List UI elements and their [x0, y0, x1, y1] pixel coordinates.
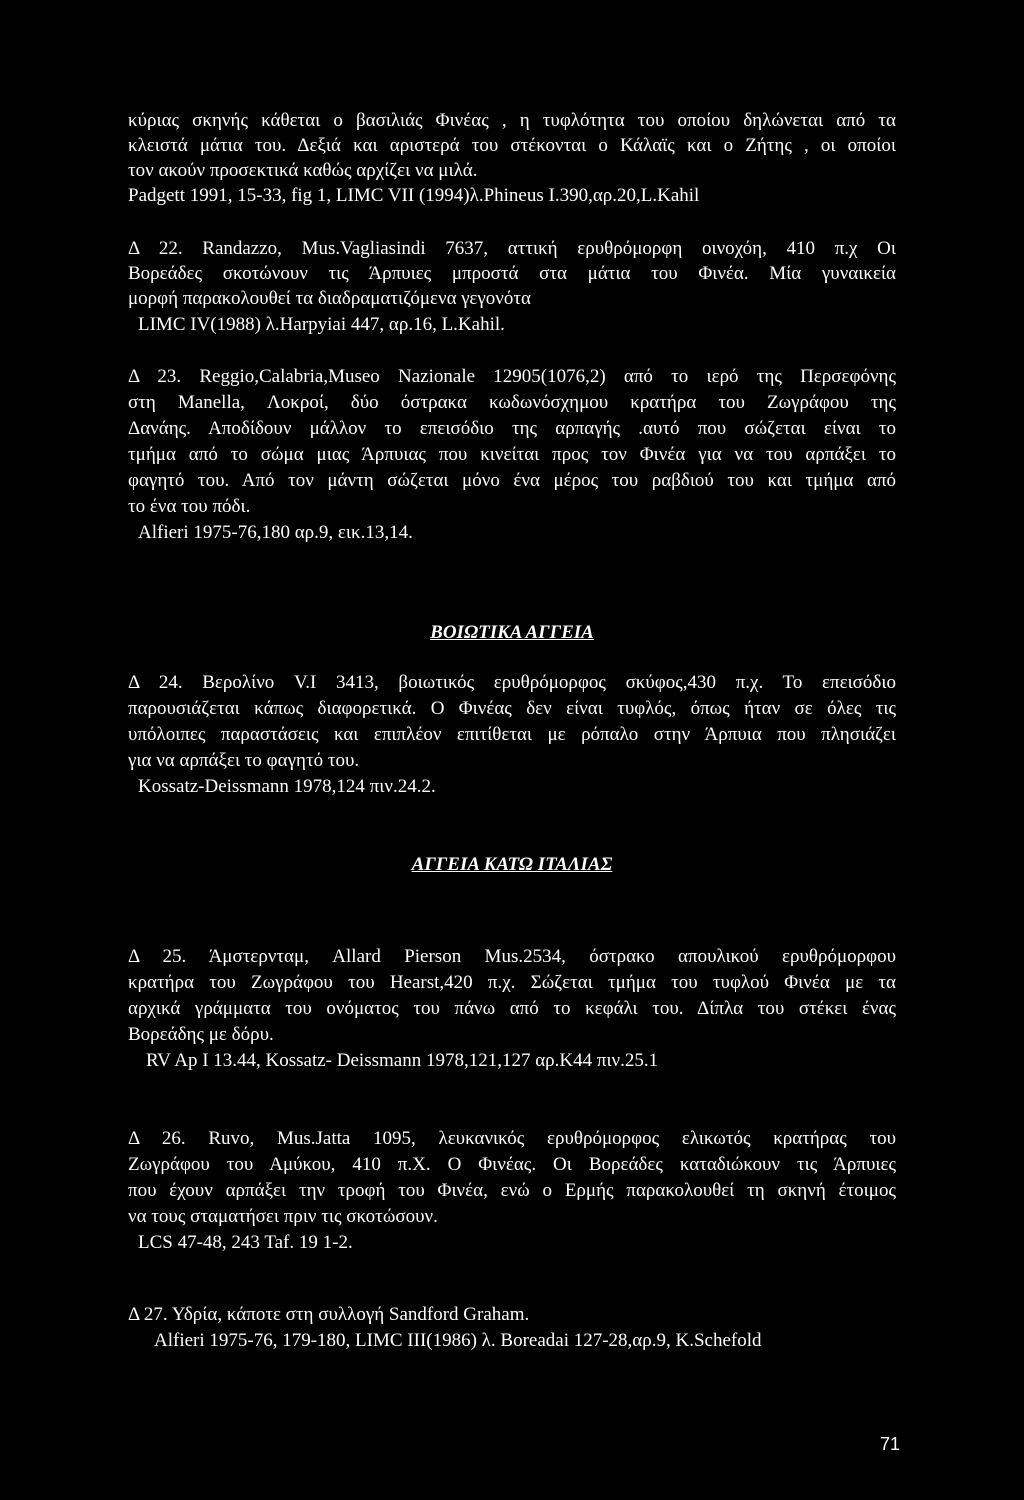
text-line: κλειστά μάτια του. Δεξιά και αριστερά του στέκονται ο Κάλαϊς και ο Ζήτης , οι οποίοι [128, 135, 896, 156]
entry-22-line: μορφή παρακολουθεί τα διαδραματιζόμενα γεγονότα [128, 288, 531, 309]
section-heading-south-italy: ΑΓΓΕΙΑ ΚΑΤΩ ΙΤΑΛΙΑΣ [411, 854, 613, 875]
page-number: 71 [879, 1434, 900, 1454]
entry-23-line: φαγητό του. Από τον μάντη σώζεται μόνο ένα μέρος του ραβδιού του και τμήμα από [128, 470, 896, 491]
reference-line: Padgett 1991, 15-33, fig 1, LIMC VII (1994)λ.Phineus I.390,αρ.20,L.Kahil [128, 185, 700, 206]
entry-23-line: στη Manella, Λοκροί, δύο όστρακα κωδωνόσχημου κρατήρα του Ζωγράφου της [128, 392, 896, 413]
entry-24-line: για να αρπάξει το φαγητό του. [128, 750, 360, 771]
entry-24-line: υπόλοιπες παραστάσεις και επιπλέον επιτίθεται με ρόπαλο στην Άρπυια που πλησιάζει [128, 724, 896, 745]
entry-26-line: Δ 26. Ruvo, Mus.Jatta 1095, λευκανικός ερυθρόμορφος ελικωτός κρατήρας του [128, 1128, 896, 1149]
entry-24-reference: Kossatz-Deissmann 1978,124 πιν.24.2. [138, 776, 436, 797]
text-line: τον ακούν προσεκτικά καθώς αρχίζει να μιλά. [128, 160, 478, 181]
entry-26-line: που έχουν αρπάξει την τροφή του Φινέα, ενώ ο Ερμής παρακολουθεί τη σκηνή έτοιμος [128, 1180, 896, 1201]
entry-27-reference: Alfieri 1975-76, 179-180, LIMC III(1986) λ. Boreadai 127-28,αρ.9, K.Schefold [154, 1330, 762, 1351]
entry-23-line: τμήμα από το σώμα μιας Άρπυιας που κινείται προς τον Φινέα για να του αρπάξει το [128, 444, 896, 465]
entry-25-line: Βορεάδης με δόρυ. [128, 1024, 274, 1045]
section-heading-boeotian: ΒΟΙΩΤΙΚΑ ΑΓΓΕΙΑ [430, 622, 594, 643]
entry-27-line: Δ 27. Υδρία, κάποτε στη συλλογή Sandford Graham. [128, 1304, 530, 1325]
text-line: κύριας σκηνής κάθεται ο βασιλιάς Φινέας , η τυφλότητα του οποίου δηλώνεται από τα [128, 110, 896, 131]
entry-23-line: Δανάης. Αποδίδουν μάλλον το επεισόδιο της αρπαγής .αυτό που σώζεται είναι το [128, 418, 896, 439]
entry-26-line: Ζωγράφου του Αμύκου, 410 π.Χ. Ο Φινέας. Οι Βορεάδες καταδιώκουν τις Άρπυιες [128, 1154, 896, 1175]
entry-22-line: Δ 22. Randazzo, Mus.Vagliasindi 7637, αττική ερυθρόμορφη οινοχόη, 410 π.χ Οι [128, 238, 896, 259]
entry-22-reference: LIMC IV(1988) λ.Harpyiai 447, αρ.16, L.Kahil. [138, 314, 505, 335]
entry-23-line: Δ 23. Reggio,Calabria,Museo Nazionale 12905(1076,2) από το ιερό της Περσεφόνης [128, 366, 896, 387]
entry-22-line: Βορεάδες σκοτώνουν τις Άρπυιες μπροστά στα μάτια του Φινέα. Μία γυναικεία [128, 263, 896, 284]
entry-23-reference: Alfieri 1975-76,180 αρ.9, εικ.13,14. [138, 522, 413, 543]
entry-24-line: Δ 24. Βερολίνο V.I 3413, βοιωτικός ερυθρόμορφος σκύφος,430 π.χ. Το επεισόδιο [128, 672, 896, 693]
entry-25-line: αρχικά γράμματα του ονόματος του πάνω από το κεφάλι του. Δίπλα του στέκει ένας [128, 998, 896, 1019]
entry-24-line: παρουσιάζεται κάπως διαφορετικά. Ο Φινέας δεν είναι τυφλός, όπως ήταν σε όλες τις [128, 698, 896, 719]
entry-23-line: το ένα του πόδι. [128, 496, 251, 517]
entry-25-line: Δ 25. Άμστερνταμ, Allard Pierson Mus.2534, όστρακο απουλικού ερυθρόμορφου [128, 946, 896, 967]
entry-25-line: κρατήρα του Ζωγράφου του Hearst,420 π.χ. Σώζεται τμήμα του τυφλού Φινέα με τα [128, 972, 896, 993]
entry-26-reference: LCS 47-48, 243 Taf. 19 1-2. [138, 1232, 353, 1253]
entry-26-line: να τους σταματήσει πριν τις σκοτώσουν. [128, 1206, 438, 1227]
entry-25-reference: RV Ap I 13.44, Kossatz- Deissmann 1978,121,127 αρ.K44 πιν.25.1 [146, 1050, 659, 1071]
